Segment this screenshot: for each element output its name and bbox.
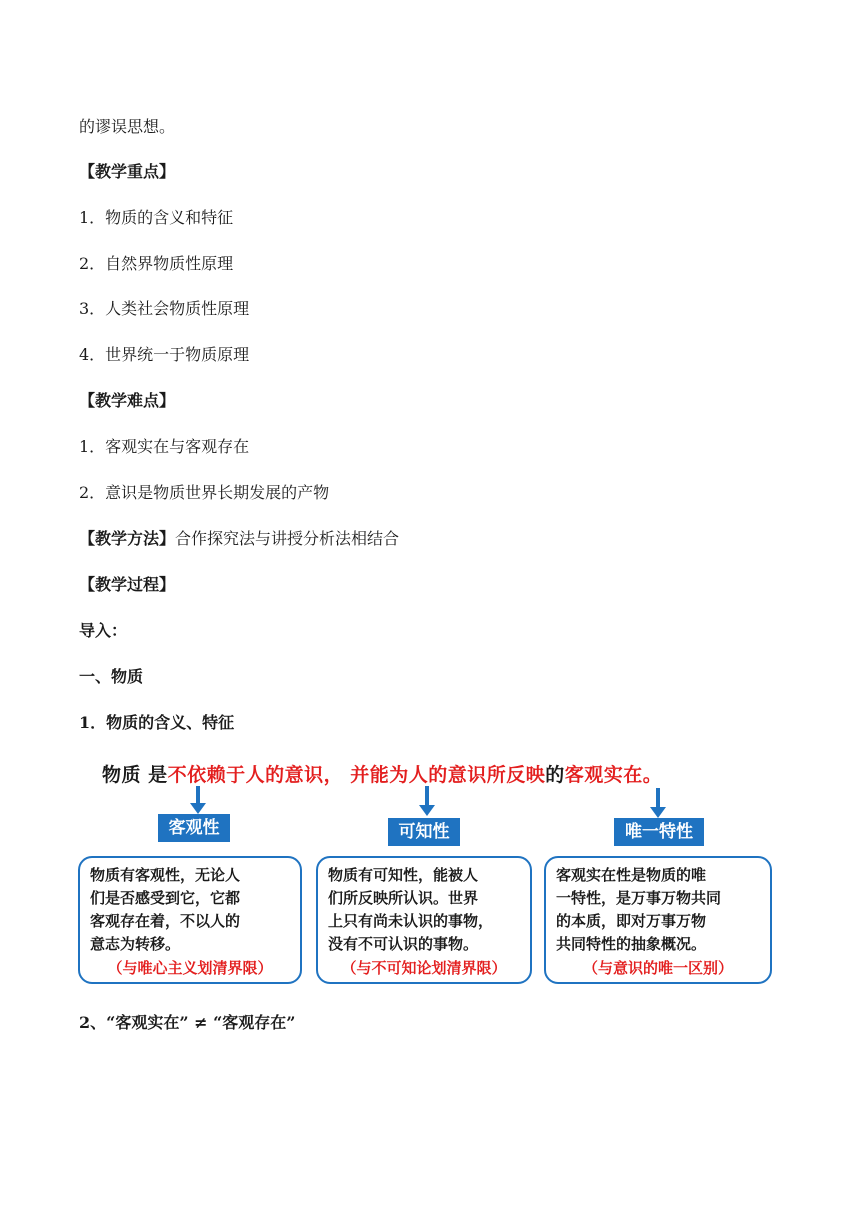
card-note: （与意识的唯一区别） bbox=[582, 959, 733, 977]
method-text: 合作探究法与讲授分析法相结合 bbox=[175, 529, 400, 548]
matter-concept-figure bbox=[76, 752, 776, 992]
list-item: 1．物质的含义和特征 bbox=[79, 208, 234, 227]
tag-objectivity: 客观性 bbox=[158, 814, 230, 842]
down-arrow-icon bbox=[196, 786, 200, 804]
list-item: 2．意识是物质世界长期发展的产物 bbox=[79, 483, 330, 502]
list-item: 1．客观实在与客观存在 bbox=[79, 437, 250, 456]
method-line bbox=[79, 529, 399, 549]
card-objectivity bbox=[78, 856, 302, 984]
text-line: 的谬误思想。 bbox=[79, 117, 176, 136]
card-note: （与唯心主义划清界限） bbox=[107, 959, 273, 977]
section-heading-difficulties: 【教学难点】 bbox=[79, 391, 176, 410]
method-label: 【教学方法】 bbox=[79, 529, 176, 548]
subsection-heading: 2、“客观实在” ≠ “客观存在” bbox=[79, 1013, 296, 1032]
subsection-heading: 1．物质的含义、特征 bbox=[79, 713, 235, 732]
card-text: 物质有客观性，无论人 们是否感受到它，它都 客观存在着，不以人的 意志为转移。 bbox=[90, 866, 241, 953]
section-heading-process: 【教学过程】 bbox=[79, 575, 176, 594]
figure-headline: 物质 是不依赖于人的意识， 并能为人的意识所反映的客观实在。 bbox=[102, 764, 663, 786]
list-item: 4．世界统一于物质原理 bbox=[79, 345, 250, 364]
section-heading-matter: 一、物质 bbox=[79, 667, 144, 686]
card-text: 客观实在性是物质的唯 一特性，是万事万物共同 的本质，即对万事万物 共同特性的抽象概况。 bbox=[556, 866, 722, 953]
list-item: 2．自然界物质性原理 bbox=[79, 254, 234, 273]
card-note: （与不可知论划清界限） bbox=[341, 959, 507, 977]
section-heading-key-points: 【教学重点】 bbox=[79, 162, 176, 181]
down-arrow-icon bbox=[425, 786, 429, 806]
tag-knowability: 可知性 bbox=[388, 818, 460, 846]
card-knowability bbox=[316, 856, 532, 984]
down-arrow-icon bbox=[656, 788, 660, 808]
card-text: 物质有可知性，能被人 们所反映所认识。世界 上只有尚未认识的事物， 没有不可认识的事物。 bbox=[328, 866, 494, 953]
tag-unique-property: 唯一特性 bbox=[614, 818, 704, 846]
card-unique-property bbox=[544, 856, 772, 984]
intro-label: 导入： bbox=[79, 621, 128, 640]
list-item: 3．人类社会物质性原理 bbox=[79, 299, 250, 318]
